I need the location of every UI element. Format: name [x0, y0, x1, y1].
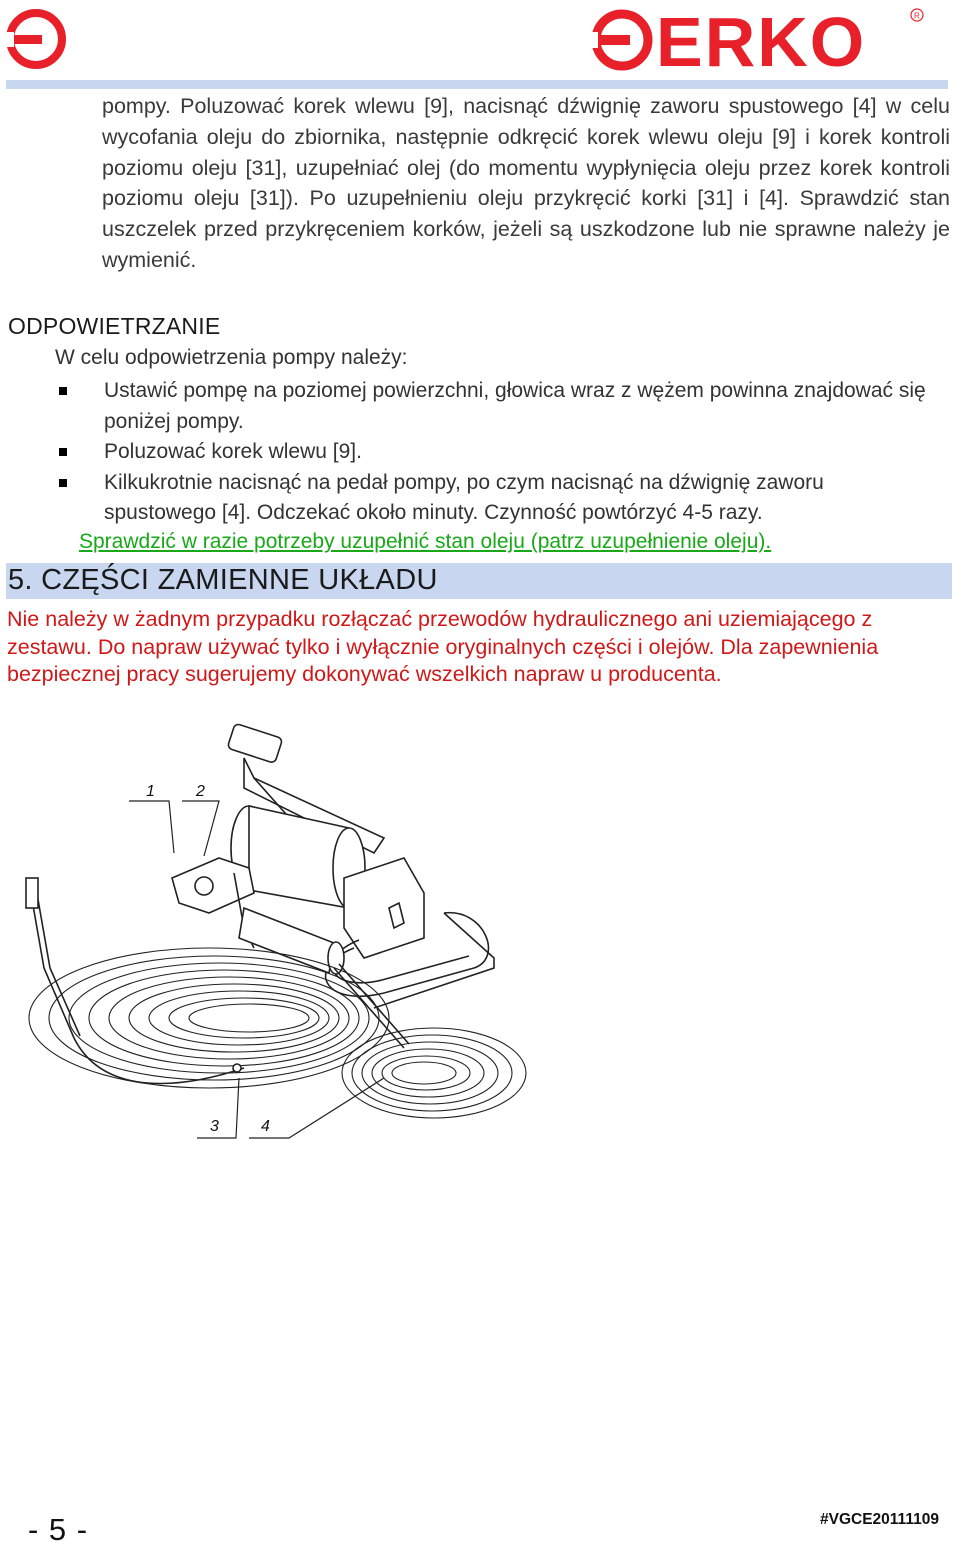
step-text: Poluzować korek wlewu [9]. [104, 440, 362, 464]
step-text: Kilkukrotnie nacisnąć na pedał pompy, po czym nacisnąć na dźwignię zaworu spustowego [4]. Odczekać około minuty. Czynność powtórzyć 4-5 razy. [104, 470, 824, 525]
drawing-label-1: 1 [146, 783, 155, 800]
header-rule [6, 80, 948, 89]
bleeding-heading: ODPOWIETRZANIE [8, 313, 221, 339]
bullet-square-icon [59, 479, 67, 487]
drawing-label-4: 4 [261, 1118, 270, 1135]
pump-assembly-drawing [4, 718, 538, 1168]
list-item [55, 437, 935, 468]
safety-warning: Nie należy w żadnym przypadku rozłączać przewodów hydraulicznego ani uziemiającego z zestawu. Do napraw używać tylko i wyłącznie oryginalnych części i olejów. Dla zapewnienia bezpiecznej pracy sugerujemy dokonywać wszelkich napraw u producenta. [7, 607, 879, 687]
oil-level-link[interactable]: Sprawdzić w razie potrzeby uzupełnić stan oleju (patrz uzupełnienie oleju). [79, 530, 772, 553]
erko-brand-logo [586, 6, 926, 72]
section-title: 5. CZĘŚCI ZAMIENNE UKŁADU [8, 564, 438, 596]
page-number: - 5 - [28, 1512, 89, 1547]
drawing-label-3: 3 [210, 1118, 219, 1135]
oil-refill-paragraph [102, 91, 950, 276]
list-item [55, 468, 935, 529]
bleeding-steps [55, 376, 935, 529]
svg-text:ERKO: ERKO [656, 6, 867, 72]
document-id: #VGCE20111109 [820, 1511, 939, 1528]
bleeding-intro: W celu odpowietrzenia pompy należy: [55, 346, 408, 369]
erko-e-logo-icon [6, 8, 66, 70]
step-text: Ustawić pompę na poziomej powierzchni, głowica wraz z wężem powinna znajdować się poniżej pompy. [104, 379, 926, 433]
bullet-square-icon [59, 448, 67, 456]
bullet-square-icon [59, 387, 67, 395]
drawing-label-2: 2 [196, 783, 205, 800]
list-item [55, 376, 935, 437]
paragraph-text: pompy. Poluzować korek wlewu [9], nacisnąć dźwignię zaworu spustowego [4] w celu wycofania oleju do zbiornika, następnie odkręcić korek wlewu oleju [9] i korek kontroli poziomu oleju [31], uzupełniać olej (do momentu wypłynięcia oleju przez korek kontroli poziomu oleju [31]). Po uzupełnieniu oleju przykręcić korki [31] i [4]. Sprawdzić stan uszczelek przed przykręceniem korków, jeżeli są uszkodzone lub nie sprawne należy je wymienić. [102, 94, 950, 272]
svg-text:R: R [914, 11, 920, 21]
